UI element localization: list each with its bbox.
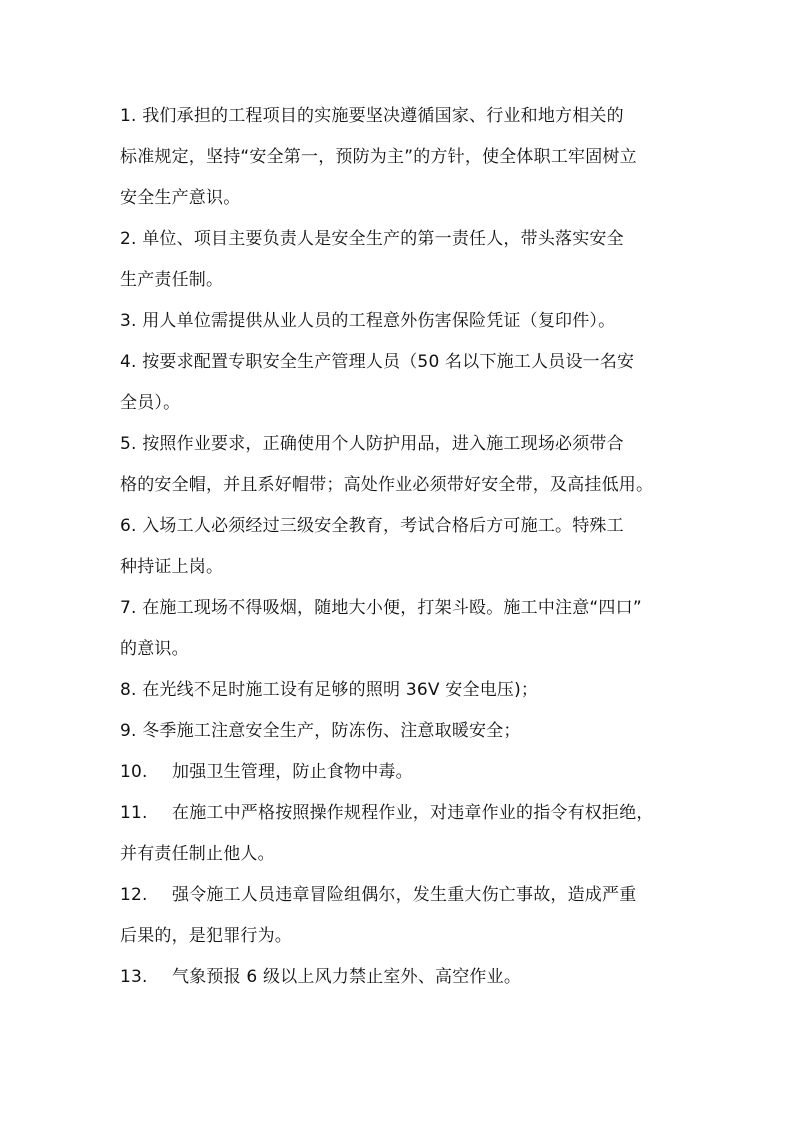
text-line: 格的安全帽，并且系好帽带；高处作业必须带好安全带，及高挂低用。 xyxy=(120,475,654,495)
item-number: 11. xyxy=(120,803,148,823)
text-line: 8. 在光线不足时施工设有足够的照明 36V 安全电压)； xyxy=(120,680,539,700)
text-line xyxy=(120,920,680,961)
text-line: 生产责任制。 xyxy=(120,270,224,290)
text-line: 6. 入场工人必须经过三级安全教育，考试合格后方可施工。特殊工 xyxy=(120,516,624,536)
text-line: 1. 我们承担的工程项目的实施要坚决遵循国家、行业和地方相关的 xyxy=(120,106,624,126)
text-line: 的意识。 xyxy=(120,639,189,659)
item-number: 13. xyxy=(120,967,148,987)
text-line: 种持证上岗。 xyxy=(120,557,224,577)
text-line: 2. 单位、项目主要负责人是安全生产的第一责任人，带头落实安全 xyxy=(120,229,624,249)
text-line: 3. 用人单位需提供从业人员的工程意外伤害保险凭证（复印件）。 xyxy=(120,311,616,331)
item-number: 10. xyxy=(120,762,148,782)
text-line: 9. 冬季施工注意安全生产，防冻伤、注意取暖安全； xyxy=(120,721,521,741)
numbered-line xyxy=(120,756,680,797)
item-text: 在施工中严格按照操作规程作业，对违章作业的指令有权拒绝， xyxy=(172,803,654,823)
document-body xyxy=(120,100,680,1002)
item-text: 气象预报 6 级以上风力禁止室外、高空作业。 xyxy=(172,967,522,987)
item-number: 12. xyxy=(120,885,148,905)
numbered-line xyxy=(120,797,680,838)
item-text: 强令施工人员违章冒险组偶尔，发生重大伤亡事故，造成严重 xyxy=(172,885,637,905)
text-line: 安全生产意识。 xyxy=(120,188,241,208)
text-line: 4. 按要求配置专职安全生产管理人员（50 名以下施工人员设一名安 xyxy=(120,352,635,372)
text-line: 标准规定，坚持“安全第一，预防为主”的方针，使全体职工牢固树立 xyxy=(120,147,637,167)
text-line: 全员）。 xyxy=(120,393,181,413)
text-line xyxy=(120,838,680,879)
item-text: 并有责任制止他人。 xyxy=(120,844,275,864)
numbered-line xyxy=(120,961,680,1002)
numbered-line xyxy=(120,879,680,920)
text-line: 5. 按照作业要求，正确使用个人防护用品，进入施工现场必须带合 xyxy=(120,434,624,454)
text-line: 7. 在施工现场不得吸烟，随地大小便，打架斗殴。施工中注意“四口” xyxy=(120,598,642,618)
item-text: 后果的，是犯罪行为。 xyxy=(120,926,292,946)
item-text: 加强卫生管理，防止食物中毒。 xyxy=(172,762,413,782)
